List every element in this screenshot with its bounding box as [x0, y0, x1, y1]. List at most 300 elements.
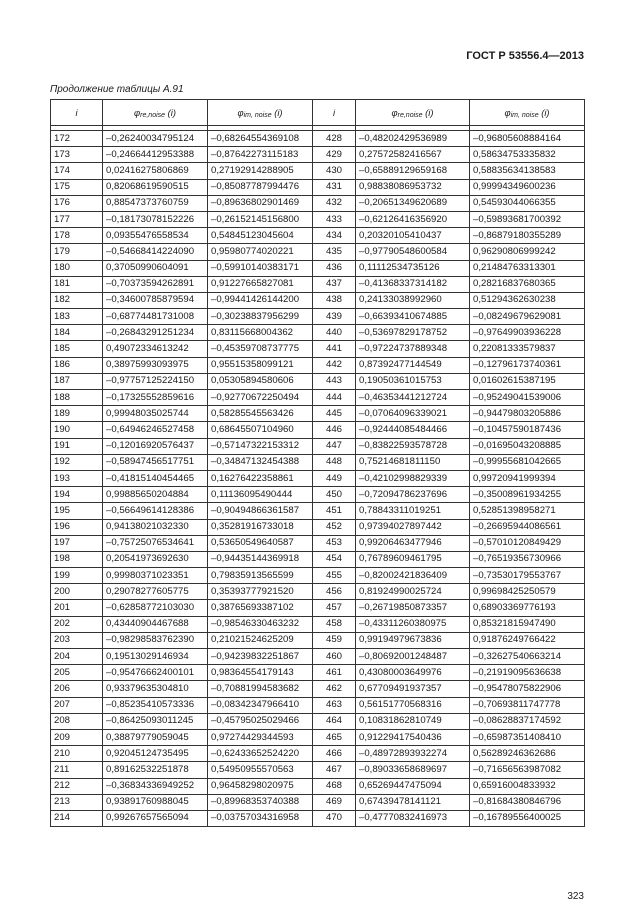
- value-cell: –0,83822593578728: [356, 438, 470, 454]
- value-cell: –0,47770832416973: [356, 810, 470, 826]
- index-cell: 173: [51, 147, 103, 163]
- value-cell: 0,98838086953732: [356, 179, 470, 195]
- table-row: [51, 341, 585, 357]
- value-cell: 0,19513029146934: [103, 649, 208, 665]
- index-cell: 463: [313, 697, 356, 713]
- table-row: [51, 325, 585, 341]
- value-cell: 0,21484763313301: [470, 260, 585, 276]
- value-cell: 0,54593044066355: [470, 195, 585, 211]
- index-cell: 191: [51, 438, 103, 454]
- value-cell: –0,71656563987082: [470, 762, 585, 778]
- index-cell: 437: [313, 276, 356, 292]
- value-cell: –0,70693811747778: [470, 697, 585, 713]
- column-header-4: [313, 100, 356, 126]
- table-row: [51, 697, 585, 713]
- value-cell: –0,68264554369108: [208, 131, 313, 147]
- index-cell: 202: [51, 616, 103, 632]
- table-row: [51, 794, 585, 810]
- value-cell: 0,91229417540436: [356, 729, 470, 745]
- index-cell: 469: [313, 794, 356, 810]
- index-cell: 195: [51, 503, 103, 519]
- table-row: [51, 778, 585, 794]
- index-cell: 211: [51, 762, 103, 778]
- value-cell: 0,11136095490444: [208, 487, 313, 503]
- value-cell: –0,53697829178752: [356, 325, 470, 341]
- index-cell: 451: [313, 503, 356, 519]
- value-cell: 0,22081333579837: [470, 341, 585, 357]
- value-cell: 0,20541973692630: [103, 551, 208, 567]
- index-cell: 453: [313, 535, 356, 551]
- value-cell: –0,81684380846796: [470, 794, 585, 810]
- table-header-row: [51, 100, 585, 126]
- value-cell: 0,38879779059045: [103, 729, 208, 745]
- index-cell: 183: [51, 309, 103, 325]
- value-cell: –0,62858772103030: [103, 600, 208, 616]
- value-cell: 0,56289246362686: [470, 746, 585, 762]
- index-cell: 462: [313, 681, 356, 697]
- value-cell: 0,56151770568316: [356, 697, 470, 713]
- value-cell: –0,66393410674885: [356, 309, 470, 325]
- table-row: [51, 131, 585, 147]
- index-cell: 177: [51, 211, 103, 227]
- value-cell: –0,57147322153312: [208, 438, 313, 454]
- column-header-subscript: im, noise: [510, 111, 539, 119]
- index-cell: 178: [51, 228, 103, 244]
- index-cell: 436: [313, 260, 356, 276]
- table-row: [51, 179, 585, 195]
- value-cell: –0,17325552859616: [103, 390, 208, 406]
- value-cell: 0,83115668004362: [208, 325, 313, 341]
- value-cell: 0,99267657565094: [103, 810, 208, 826]
- value-cell: –0,62433652524220: [208, 746, 313, 762]
- table-row: [51, 163, 585, 179]
- value-cell: –0,42102998829339: [356, 470, 470, 486]
- index-cell: 210: [51, 746, 103, 762]
- index-cell: 213: [51, 794, 103, 810]
- value-cell: 0,51294362630238: [470, 292, 585, 308]
- table-caption: Продолжение таблицы А.91: [50, 84, 184, 95]
- value-cell: –0,86879180355289: [470, 228, 585, 244]
- value-cell: 0,02416275806869: [103, 163, 208, 179]
- value-cell: 0,27572582416567: [356, 147, 470, 163]
- value-cell: –0,68774481731008: [103, 309, 208, 325]
- value-cell: –0,58947456517751: [103, 454, 208, 470]
- table-row: [51, 632, 585, 648]
- index-cell: 432: [313, 195, 356, 211]
- value-cell: –0,70881994583682: [208, 681, 313, 697]
- page-number: 323: [567, 891, 584, 902]
- value-cell: 0,91876249766422: [470, 632, 585, 648]
- value-cell: –0,16789556400025: [470, 810, 585, 826]
- column-header-3: [208, 100, 313, 126]
- value-cell: –0,18173078152226: [103, 211, 208, 227]
- value-cell: 0,43080003649976: [356, 665, 470, 681]
- value-cell: –0,92444085484466: [356, 422, 470, 438]
- index-cell: 439: [313, 309, 356, 325]
- value-cell: –0,26843291251234: [103, 325, 208, 341]
- value-cell: –0,41815140454465: [103, 470, 208, 486]
- value-cell: 0,67439478141121: [356, 794, 470, 810]
- value-cell: 0,99698425250579: [470, 584, 585, 600]
- table-row: [51, 503, 585, 519]
- index-cell: 441: [313, 341, 356, 357]
- index-cell: 470: [313, 810, 356, 826]
- table-row: [51, 292, 585, 308]
- value-cell: –0,92770672250494: [208, 390, 313, 406]
- index-cell: 450: [313, 487, 356, 503]
- table-row: [51, 729, 585, 745]
- value-cell: –0,73530179553767: [470, 568, 585, 584]
- value-cell: –0,46353441212724: [356, 390, 470, 406]
- value-cell: 0,58285545563426: [208, 406, 313, 422]
- value-cell: 0,99980371023351: [103, 568, 208, 584]
- table-row: [51, 810, 585, 826]
- index-cell: 174: [51, 163, 103, 179]
- table-row: [51, 260, 585, 276]
- table-row: [51, 147, 585, 163]
- value-cell: 0,20320105410437: [356, 228, 470, 244]
- value-cell: 0,97394027897442: [356, 519, 470, 535]
- value-cell: –0,45795025029466: [208, 713, 313, 729]
- table-row: [51, 600, 585, 616]
- index-cell: 187: [51, 373, 103, 389]
- column-header-1: [51, 100, 103, 126]
- index-cell: 461: [313, 665, 356, 681]
- value-cell: 0,99885650204884: [103, 487, 208, 503]
- value-cell: –0,21919095636638: [470, 665, 585, 681]
- index-cell: 460: [313, 649, 356, 665]
- index-cell: 446: [313, 422, 356, 438]
- value-cell: –0,99441426144200: [208, 292, 313, 308]
- value-cell: 0,54950955570563: [208, 762, 313, 778]
- value-cell: 0,94138021032330: [103, 519, 208, 535]
- value-cell: –0,07064096339021: [356, 406, 470, 422]
- value-cell: 0,99994349600236: [470, 179, 585, 195]
- index-cell: 431: [313, 179, 356, 195]
- value-cell: –0,99955681042665: [470, 454, 585, 470]
- table-row: [51, 470, 585, 486]
- column-header-argument: (i): [538, 106, 550, 118]
- index-cell: 179: [51, 244, 103, 260]
- value-cell: –0,89033658689697: [356, 762, 470, 778]
- value-cell: –0,98298583762390: [103, 632, 208, 648]
- table-row: [51, 535, 585, 551]
- table-body: [51, 126, 585, 827]
- value-cell: –0,08342347966410: [208, 697, 313, 713]
- index-cell: 454: [313, 551, 356, 567]
- table-row: [51, 195, 585, 211]
- value-cell: 0,65269447475094: [356, 778, 470, 794]
- value-cell: –0,82002421836409: [356, 568, 470, 584]
- table-row: [51, 551, 585, 567]
- value-cell: –0,12016920576437: [103, 438, 208, 454]
- value-cell: 0,99194979673836: [356, 632, 470, 648]
- index-cell: 435: [313, 244, 356, 260]
- value-cell: –0,75725076534641: [103, 535, 208, 551]
- value-cell: 0,68645507104960: [208, 422, 313, 438]
- value-cell: –0,97790548600584: [356, 244, 470, 260]
- table-row: [51, 649, 585, 665]
- value-cell: 0,58634753335832: [470, 147, 585, 163]
- value-cell: –0,87642273115183: [208, 147, 313, 163]
- value-cell: –0,80692001248487: [356, 649, 470, 665]
- table-row: [51, 438, 585, 454]
- index-cell: 458: [313, 616, 356, 632]
- value-cell: –0,35008961934255: [470, 487, 585, 503]
- index-cell: 209: [51, 729, 103, 745]
- index-cell: 172: [51, 131, 103, 147]
- value-cell: –0,36834336949252: [103, 778, 208, 794]
- value-cell: 0,38975993093975: [103, 357, 208, 373]
- value-cell: 0,19050361015753: [356, 373, 470, 389]
- value-cell: 0,24133038992960: [356, 292, 470, 308]
- table-row: [51, 584, 585, 600]
- value-cell: 0,49072334613242: [103, 341, 208, 357]
- index-cell: 443: [313, 373, 356, 389]
- index-cell: 456: [313, 584, 356, 600]
- value-cell: –0,20651349620689: [356, 195, 470, 211]
- value-cell: 0,27192914288905: [208, 163, 313, 179]
- value-cell: –0,32627540663214: [470, 649, 585, 665]
- table-row: [51, 746, 585, 762]
- value-cell: –0,95478075822906: [470, 681, 585, 697]
- value-cell: 0,29078277605775: [103, 584, 208, 600]
- index-cell: 184: [51, 325, 103, 341]
- value-cell: 0,87392477144549: [356, 357, 470, 373]
- value-cell: –0,98546330463232: [208, 616, 313, 632]
- index-cell: 459: [313, 632, 356, 648]
- value-cell: 0,97274429344593: [208, 729, 313, 745]
- table-row: [51, 762, 585, 778]
- value-cell: –0,54668414224090: [103, 244, 208, 260]
- index-cell: 440: [313, 325, 356, 341]
- index-cell: 176: [51, 195, 103, 211]
- index-cell: 190: [51, 422, 103, 438]
- column-header-symbol: i: [332, 107, 336, 118]
- value-cell: –0,86425093011245: [103, 713, 208, 729]
- table-row: [51, 487, 585, 503]
- value-cell: 0,11112534735126: [356, 260, 470, 276]
- table-row: [51, 357, 585, 373]
- value-cell: 0,53650549640587: [208, 535, 313, 551]
- column-header-subscript: im, noise: [243, 111, 272, 119]
- value-cell: –0,08628837174592: [470, 713, 585, 729]
- index-cell: 452: [313, 519, 356, 535]
- value-cell: –0,97757125224150: [103, 373, 208, 389]
- column-header-symbol: i: [75, 107, 78, 118]
- index-cell: 207: [51, 697, 103, 713]
- column-header-argument: (i): [422, 106, 434, 118]
- index-cell: 196: [51, 519, 103, 535]
- column-header-6: [470, 100, 585, 126]
- value-cell: 0,09355476558534: [103, 228, 208, 244]
- value-cell: 0,92045124735495: [103, 746, 208, 762]
- value-cell: –0,90494866361587: [208, 503, 313, 519]
- table-row: [51, 406, 585, 422]
- index-cell: 188: [51, 390, 103, 406]
- index-cell: 449: [313, 470, 356, 486]
- value-cell: –0,89636802901469: [208, 195, 313, 211]
- value-cell: –0,26719850873357: [356, 600, 470, 616]
- table-row: [51, 373, 585, 389]
- index-cell: 428: [313, 131, 356, 147]
- table-row: [51, 454, 585, 470]
- value-cell: –0,97224737889348: [356, 341, 470, 357]
- value-cell: 0,99206463477946: [356, 535, 470, 551]
- column-header-5: [356, 100, 470, 126]
- value-cell: –0,94479803205886: [470, 406, 585, 422]
- table-row: [51, 568, 585, 584]
- value-cell: 0,43440904467688: [103, 616, 208, 632]
- index-cell: 430: [313, 163, 356, 179]
- table-row: [51, 665, 585, 681]
- column-header-argument: (i): [271, 106, 283, 118]
- value-cell: –0,62126416356920: [356, 211, 470, 227]
- value-cell: 0,96290806999242: [470, 244, 585, 260]
- index-cell: 185: [51, 341, 103, 357]
- table-row: [51, 309, 585, 325]
- index-cell: 468: [313, 778, 356, 794]
- data-table: [50, 99, 585, 827]
- index-cell: 447: [313, 438, 356, 454]
- index-cell: 467: [313, 762, 356, 778]
- value-cell: 0,37050990604091: [103, 260, 208, 276]
- index-cell: 429: [313, 147, 356, 163]
- value-cell: –0,10457590187436: [470, 422, 585, 438]
- value-cell: 0,78843311019251: [356, 503, 470, 519]
- index-cell: 438: [313, 292, 356, 308]
- index-cell: 189: [51, 406, 103, 422]
- column-header-symbol: φ: [504, 106, 511, 118]
- value-cell: 0,35393777921520: [208, 584, 313, 600]
- value-cell: –0,30238837956299: [208, 309, 313, 325]
- index-cell: 204: [51, 649, 103, 665]
- value-cell: –0,57010120849429: [470, 535, 585, 551]
- value-cell: 0,99948035025744: [103, 406, 208, 422]
- index-cell: 206: [51, 681, 103, 697]
- value-cell: –0,85087787994476: [208, 179, 313, 195]
- value-cell: –0,12796173740361: [470, 357, 585, 373]
- value-cell: –0,94239832251867: [208, 649, 313, 665]
- column-header-argument: (i): [165, 106, 176, 118]
- value-cell: –0,65889129659168: [356, 163, 470, 179]
- value-cell: 0,75214681811150: [356, 454, 470, 470]
- value-cell: 0,96458298020975: [208, 778, 313, 794]
- index-cell: 199: [51, 568, 103, 584]
- index-cell: 442: [313, 357, 356, 373]
- value-cell: 0,16276422358861: [208, 470, 313, 486]
- value-cell: –0,24664412953388: [103, 147, 208, 163]
- value-cell: –0,96805608884164: [470, 131, 585, 147]
- table-row: [51, 244, 585, 260]
- value-cell: 0,85321815947490: [470, 616, 585, 632]
- index-cell: 182: [51, 292, 103, 308]
- value-cell: 0,68903369776193: [470, 600, 585, 616]
- value-cell: 0,82068619590515: [103, 179, 208, 195]
- value-cell: 0,01602615387195: [470, 373, 585, 389]
- index-cell: 194: [51, 487, 103, 503]
- value-cell: –0,76519356730966: [470, 551, 585, 567]
- value-cell: –0,89968353740388: [208, 794, 313, 810]
- value-cell: –0,26695944086561: [470, 519, 585, 535]
- standard-header: ГОСТ Р 53556.4—2013: [466, 50, 584, 62]
- value-cell: –0,45359708737775: [208, 341, 313, 357]
- value-cell: 0,35281916733018: [208, 519, 313, 535]
- index-cell: 457: [313, 600, 356, 616]
- index-cell: 203: [51, 632, 103, 648]
- table-row: [51, 616, 585, 632]
- value-cell: –0,97649903936228: [470, 325, 585, 341]
- value-cell: 0,93891760988045: [103, 794, 208, 810]
- table-row: [51, 228, 585, 244]
- index-cell: 466: [313, 746, 356, 762]
- value-cell: 0,98364554179143: [208, 665, 313, 681]
- value-cell: –0,48202429536989: [356, 131, 470, 147]
- value-cell: –0,94435144369918: [208, 551, 313, 567]
- value-cell: –0,01695043208885: [470, 438, 585, 454]
- table-row: [51, 422, 585, 438]
- table-row: [51, 713, 585, 729]
- value-cell: –0,95249041539006: [470, 390, 585, 406]
- value-cell: –0,48972893932274: [356, 746, 470, 762]
- value-cell: 0,89162532251878: [103, 762, 208, 778]
- column-header-subscript: re,noise: [140, 111, 166, 119]
- table-row: [51, 276, 585, 292]
- index-cell: 465: [313, 729, 356, 745]
- index-cell: 205: [51, 665, 103, 681]
- value-cell: –0,34847132454388: [208, 454, 313, 470]
- value-cell: 0,38765693387102: [208, 600, 313, 616]
- index-cell: 464: [313, 713, 356, 729]
- value-cell: 0,79835913565599: [208, 568, 313, 584]
- index-cell: 212: [51, 778, 103, 794]
- index-cell: 193: [51, 470, 103, 486]
- value-cell: 0,10831862810749: [356, 713, 470, 729]
- value-cell: –0,08249679629081: [470, 309, 585, 325]
- index-cell: 180: [51, 260, 103, 276]
- value-cell: –0,26240034795124: [103, 131, 208, 147]
- index-cell: 200: [51, 584, 103, 600]
- index-cell: 214: [51, 810, 103, 826]
- index-cell: 186: [51, 357, 103, 373]
- value-cell: 0,81924990025724: [356, 584, 470, 600]
- value-cell: 0,93379635304810: [103, 681, 208, 697]
- table-row: [51, 390, 585, 406]
- index-cell: 445: [313, 406, 356, 422]
- value-cell: 0,95515358099121: [208, 357, 313, 373]
- value-cell: –0,95476662400101: [103, 665, 208, 681]
- index-cell: 448: [313, 454, 356, 470]
- value-cell: –0,26152145156800: [208, 211, 313, 227]
- value-cell: –0,65987351408410: [470, 729, 585, 745]
- value-cell: 0,52851398958271: [470, 503, 585, 519]
- value-cell: –0,03757034316958: [208, 810, 313, 826]
- column-header-symbol: φ: [134, 106, 141, 118]
- column-header-symbol: φ: [237, 106, 244, 118]
- table-row: [51, 681, 585, 697]
- value-cell: 0,88547373760759: [103, 195, 208, 211]
- value-cell: 0,05305894580606: [208, 373, 313, 389]
- value-cell: –0,72094786237696: [356, 487, 470, 503]
- column-header-symbol: φ: [391, 106, 398, 118]
- index-cell: 208: [51, 713, 103, 729]
- index-cell: 197: [51, 535, 103, 551]
- value-cell: 0,54845123045604: [208, 228, 313, 244]
- column-header-2: [103, 100, 208, 126]
- value-cell: –0,59910140383171: [208, 260, 313, 276]
- index-cell: 175: [51, 179, 103, 195]
- index-cell: 433: [313, 211, 356, 227]
